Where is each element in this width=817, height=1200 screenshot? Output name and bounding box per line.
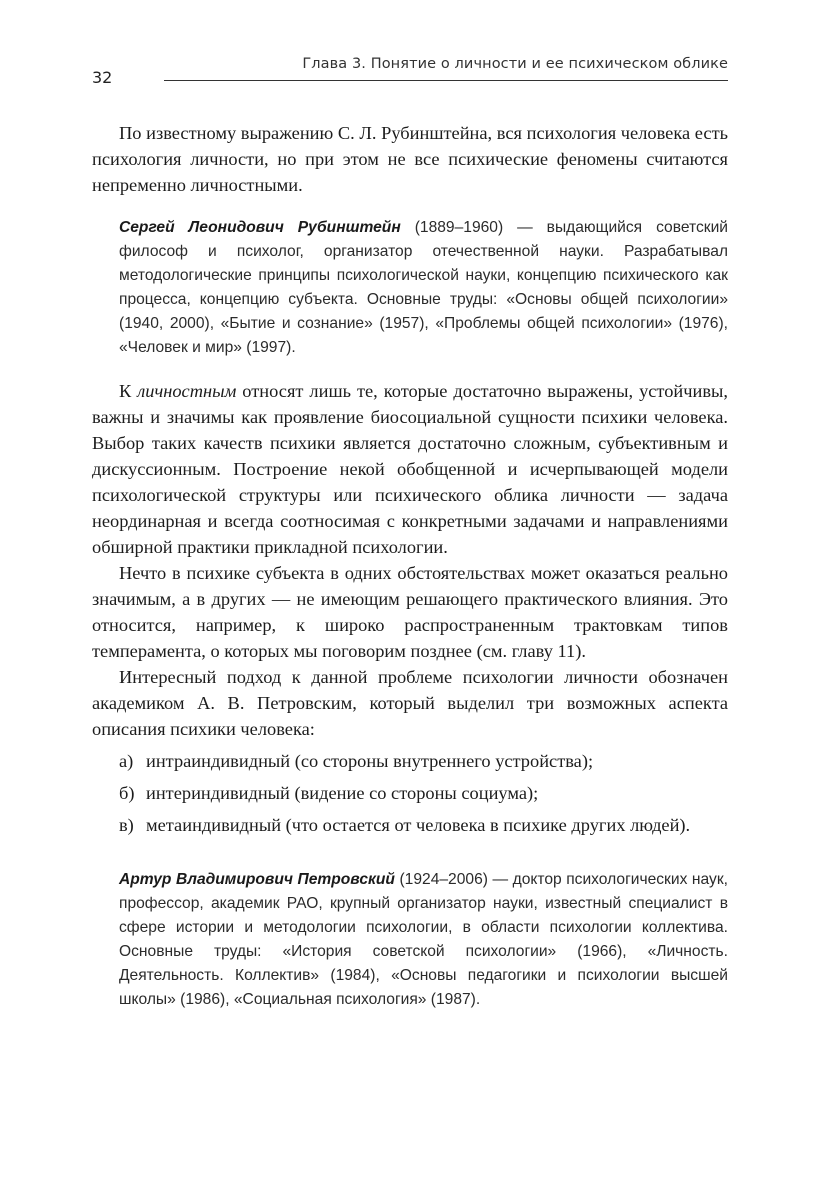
aspects-list (92, 748, 728, 838)
list-marker: а) (119, 751, 134, 771)
list-item (119, 812, 728, 838)
paragraph-3: Нечто в психике субъекта в одних обстоятельствах может оказаться реально значимым, а в других — не имеющим решающего практического влияния. Это относится, например, к широко распространенным трактовкам типов темперамента, о которых мы поговорим позднее (см. главу 11). (92, 563, 728, 661)
bio-text-petrovsky: (1924–2006) — доктор психологических наук, профессор, академик РАО, крупный организатор науки, известный специалист в сфере истории и методологии психологии, в области психологии коллектива. Основные труды: «История советской психологии» (1966), «Личность. Деятельность. Коллектив» (1984), «Основы педагогики и психологии высшей школы» (1986), «Социальная психология» (1987). (119, 871, 728, 1008)
paragraph-2-rest: относят лишь те, которые достаточно выражены, устойчивы, важны и значимы как проявление биосоциальной сущности психики человека. Выбор таких качеств психики является достаточно сложным, субъективным и дискуссионным. Построение некой обобщенной и исчерпывающей модели психологической структуры или психического облика личности — задача неординарная и всегда соотносимая с конкретными задачами и направлениями обширной практики прикладной психологии. (92, 381, 728, 557)
term-personal: личностным (137, 381, 237, 401)
list-marker: б) (119, 783, 135, 803)
list-item (119, 780, 728, 806)
bio-rubinstein (92, 216, 728, 360)
paragraph-2 (92, 378, 728, 560)
list-item (119, 748, 728, 774)
list-marker: в) (119, 815, 134, 835)
running-head (92, 52, 728, 86)
bio-name-rubinstein: Сергей Леонидович Рубинштейн (119, 219, 401, 236)
bio-name-petrovsky: Артур Владимирович Петровский (119, 871, 395, 888)
main-text (92, 120, 728, 1012)
list-item-text: метаиндивидный (что остается от человека в психике других людей). (146, 815, 691, 835)
paragraph-4: Интересный подход к данной проблеме психологии личности обозначен академиком А. В. Петровским, который выделил три возможных аспекта описания психики человека: (92, 667, 728, 739)
list-item-text: интраиндивидный (со стороны внутреннего устройства); (146, 751, 594, 771)
chapter-title: Глава 3. Понятие о личности и ее психическом облике (302, 56, 728, 72)
list-item-text: интериндивидный (видение со стороны социума); (146, 783, 539, 803)
header-rule (164, 80, 728, 81)
paragraph-1: По известному выражению С. Л. Рубинштейна, вся психология человека есть психология личности, но при этом не все психические феномены считаются непременно личностными. (92, 123, 728, 195)
page-number: 32 (92, 68, 113, 87)
bio-text-rubinstein: (1889–1960) — выдающийся советский философ и психолог, организатор отечественной науки. Разрабатывал методологические принципы психологической науки, концепцию психического как процесса, концепцию субъекта. Основные труды: «Основы общей психологии» (1940, 2000), «Бытие и сознание» (1957), «Проблемы общей психологии» (1976), «Человек и мир» (1997). (119, 219, 728, 356)
bio-petrovsky (92, 868, 728, 1012)
paragraph-2-lead: К (119, 381, 138, 401)
